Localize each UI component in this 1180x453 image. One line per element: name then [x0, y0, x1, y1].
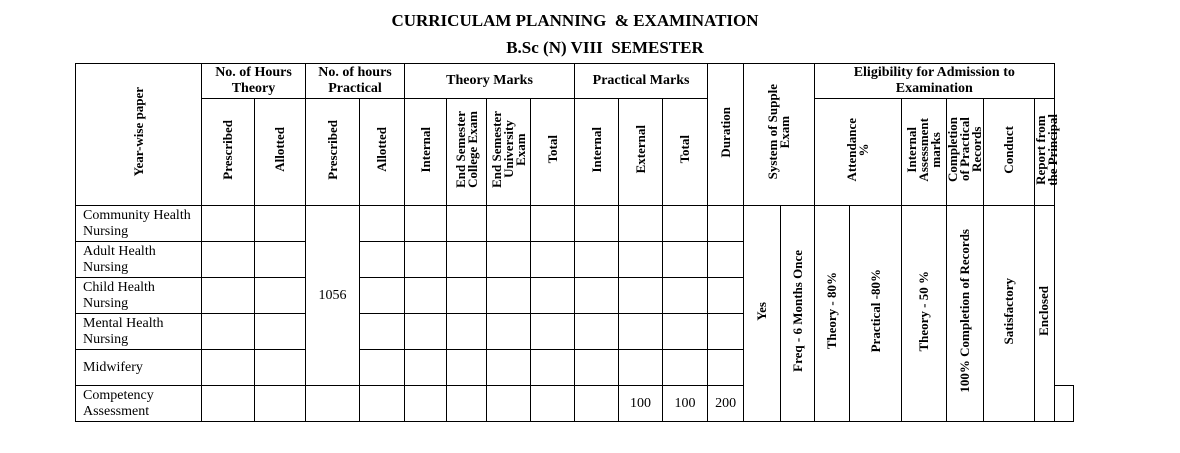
paper-name: Community Health Nursing [76, 206, 202, 242]
header-year-wise-paper: Year-wise paper [76, 64, 202, 206]
header-supple-exam: System of Supple Exam [744, 64, 815, 206]
paper-name: Adult Health Nursing [76, 242, 202, 278]
header-practical-prescribed: Prescribed [306, 99, 360, 206]
practical-prescribed-hours: 1056 [306, 206, 360, 386]
supple-frequency: Freq - 6 Months Once [781, 206, 815, 422]
header-completion-practical: Completion of Practical Records [947, 99, 984, 206]
header-end-sem-college: End Semester College Exam [447, 99, 487, 206]
supple-yes: Yes [744, 206, 781, 422]
paper-name: Midwifery [76, 350, 202, 386]
page-subtitle: B.Sc (N) VIII SEMESTER [506, 38, 704, 57]
header-practical-total: Total [663, 99, 708, 206]
header-theory-marks: Theory Marks [405, 64, 575, 99]
header-theory-prescribed: Prescribed [202, 99, 255, 206]
conduct-value: Satisfactory [984, 206, 1035, 422]
practical-external-value: 100 [663, 386, 708, 422]
paper-name: Competency Assessment [76, 386, 202, 422]
attendance-theory: Theory - 80% [815, 206, 850, 422]
header-theory-internal: Internal [405, 99, 447, 206]
practical-total-value: 200 [708, 386, 744, 422]
header-theory-total: Total [531, 99, 575, 206]
paper-name: Mental Health Nursing [76, 314, 202, 350]
header-practical-internal: Internal [575, 99, 619, 206]
practical-internal-value: 100 [619, 386, 663, 422]
internal-assessment-value: Theory - 50 % [902, 206, 947, 422]
header-hours-theory: No. of Hours Theory [202, 64, 306, 99]
header-report-principal: Report from the Principal [1035, 99, 1054, 206]
attendance-practical: Practical -80% [850, 206, 902, 422]
page-title: CURRICULAM PLANNING & EXAMINATION [391, 11, 759, 30]
header-hours-practical: No. of hours Practical [306, 64, 405, 99]
header-duration: Duration [708, 64, 744, 206]
report-value: Enclosed [1035, 206, 1054, 422]
table-row [76, 206, 1074, 242]
header-conduct: Conduct [984, 99, 1035, 206]
header-practical-marks: Practical Marks [575, 64, 708, 99]
header-practical-allotted: Allotted [360, 99, 405, 206]
header-eligibility: Eligibility for Admission to Examination [815, 64, 1054, 99]
completion-records-value: 100% Completion of Records [947, 206, 984, 422]
header-end-sem-university: End Semester University Exam [487, 99, 531, 206]
header-attendance: Attendance % [815, 99, 902, 206]
header-practical-external: External [619, 99, 663, 206]
curriculum-table [75, 63, 1074, 422]
header-internal-assessment: Internal Assessment marks [902, 99, 947, 206]
paper-name: Child Health Nursing [76, 278, 202, 314]
header-theory-allotted: Allotted [255, 99, 306, 206]
